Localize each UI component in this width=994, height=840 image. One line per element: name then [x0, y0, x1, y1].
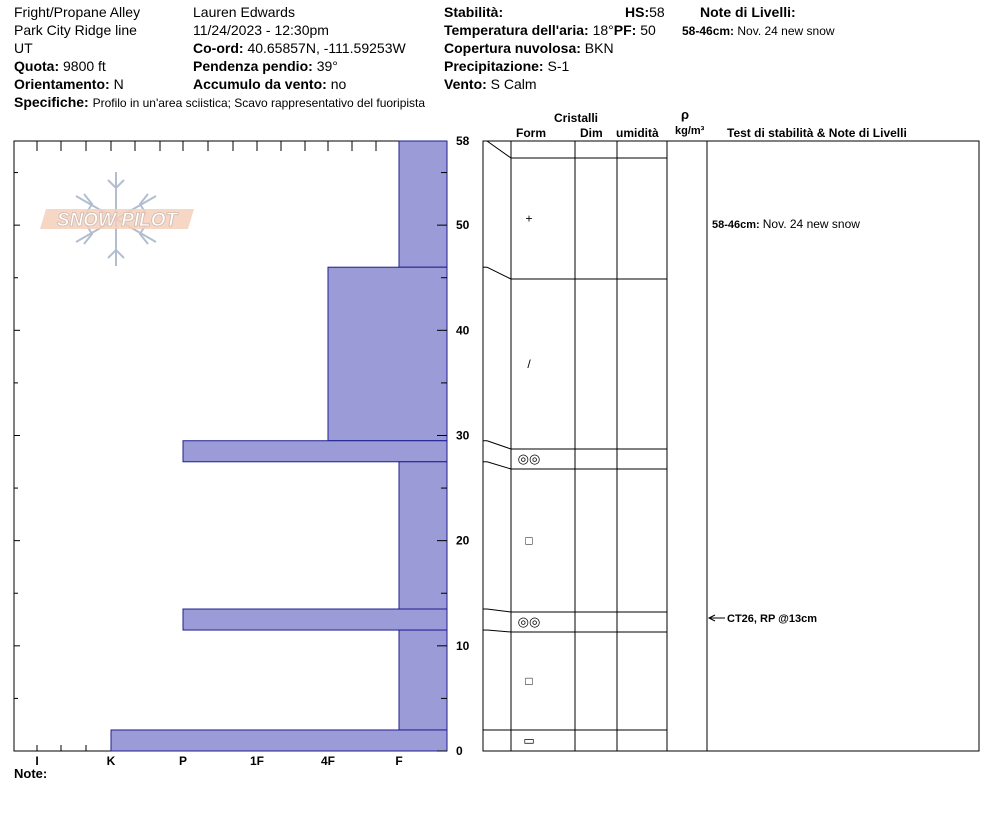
specifics-label: Specifiche:	[14, 94, 89, 110]
boundary-connector	[487, 630, 511, 632]
precip-value: S-1	[547, 58, 570, 74]
tests-notes-header: Test di stabilità & Note di Livelli	[727, 126, 907, 140]
aspect-label: Orientamento:	[14, 76, 110, 92]
depth-label-50: 50	[456, 218, 470, 233]
layer-grid-frame	[483, 141, 979, 751]
crystal-form-5: □	[525, 674, 533, 688]
layer-note-range: 58-46cm:	[682, 24, 735, 38]
layer-note-annotation-range: 58-46cm:	[712, 219, 763, 231]
crystal-form-2: ◎◎	[517, 451, 541, 466]
cloud-value: BKN	[584, 40, 614, 56]
hardness-bar-2	[183, 441, 447, 462]
elevation-value: 9800 ft	[63, 58, 106, 74]
hardness-bar-1	[328, 267, 447, 441]
boundary-connector	[487, 441, 511, 449]
slope-value: 39°	[316, 58, 338, 74]
hardness-bar-4	[183, 609, 447, 630]
wind-loading-value: no	[330, 76, 347, 92]
crystals-header: Cristalli	[554, 111, 599, 125]
hardness-axis-label-1F: 1F	[249, 754, 265, 768]
dim-header: Dim	[580, 126, 603, 140]
hardness-axis-label-K: K	[106, 754, 116, 768]
layer-note-text: Nov. 24 new snow	[737, 24, 835, 38]
hardness-bar-6	[111, 730, 447, 751]
air-temp-value: 18°	[592, 22, 614, 38]
slope-label: Pendenza pendio:	[193, 58, 313, 74]
hardness-axis-label-F: F	[395, 754, 403, 768]
density-unit-header: kg/m³	[675, 125, 705, 137]
coord-value: 40.65857N, -111.59253W	[247, 40, 406, 56]
hardness-axis-label-I: I	[35, 754, 39, 768]
pf-label: PF:	[613, 22, 637, 38]
note-label: Note:	[14, 766, 48, 781]
depth-label-40: 40	[456, 323, 470, 338]
wind-loading-label: Accumulo da vento:	[193, 76, 327, 92]
crystal-form-1: /	[527, 357, 531, 371]
depth-label-30: 30	[456, 428, 470, 443]
hardness-axis-label-4F: 4F	[320, 754, 336, 768]
depth-label-0: 0	[456, 744, 463, 758]
specifics-value: Profilo in un'area sciistica; Scavo rappresentativo del fuoripista	[92, 96, 426, 110]
wind-label: Vento:	[444, 76, 487, 92]
moisture-header: umidità	[616, 126, 659, 140]
stability-label: Stabilità:	[444, 4, 504, 20]
air-temp-label: Temperatura dell'aria:	[444, 22, 589, 38]
location: Fright/Propane Alley	[14, 4, 141, 20]
datetime: 11/24/2023 - 12:30pm	[193, 22, 329, 38]
hs-label: HS:	[625, 4, 650, 20]
hardness-axis-label-P: P	[178, 754, 188, 768]
aspect-value: N	[113, 76, 124, 92]
boundary-connector	[487, 141, 511, 158]
range: Park City Ridge line	[14, 22, 137, 38]
coord-label: Co-ord:	[193, 40, 244, 56]
layer-note-annotation-text: Nov. 24 new snow	[762, 217, 860, 231]
boundary-connector	[487, 267, 511, 279]
elevation-label: Quota:	[14, 58, 60, 74]
crystal-form-4: ◎◎	[517, 614, 541, 629]
crystal-form-3: □	[525, 533, 533, 548]
depth-label-20: 20	[456, 533, 470, 548]
annotations	[709, 217, 860, 625]
depth-label-10: 10	[456, 638, 470, 653]
layer-notes-label: Note di Livelli:	[700, 4, 796, 20]
snowpilot-logo	[40, 172, 194, 266]
cloud-label: Copertura nuvolosa:	[444, 40, 581, 56]
form-header: Form	[516, 126, 546, 140]
crystal-form-0: +	[525, 211, 533, 226]
stability-test-result: CT26, RP @13cm	[727, 613, 818, 625]
crystal-form-6: ▭	[523, 733, 535, 748]
hardness-bar-5	[399, 630, 447, 730]
rho-header: ρ	[681, 107, 690, 122]
hs-value: 58	[649, 4, 665, 20]
state: UT	[14, 40, 33, 56]
wind-value: S Calm	[490, 76, 537, 92]
pf-value: 50	[640, 22, 656, 38]
boundary-connector	[487, 462, 511, 469]
boundary-connector	[487, 609, 511, 612]
layer-grid	[483, 141, 979, 751]
layer-note-annotation	[712, 217, 860, 231]
observer: Lauren Edwards	[193, 4, 295, 20]
precip-label: Precipitazione:	[444, 58, 544, 74]
hardness-bar-3	[399, 462, 447, 609]
hardness-bar-0	[399, 141, 447, 267]
logo-text: SNOW PILOT	[56, 210, 178, 231]
depth-label-58: 58	[456, 134, 470, 148]
